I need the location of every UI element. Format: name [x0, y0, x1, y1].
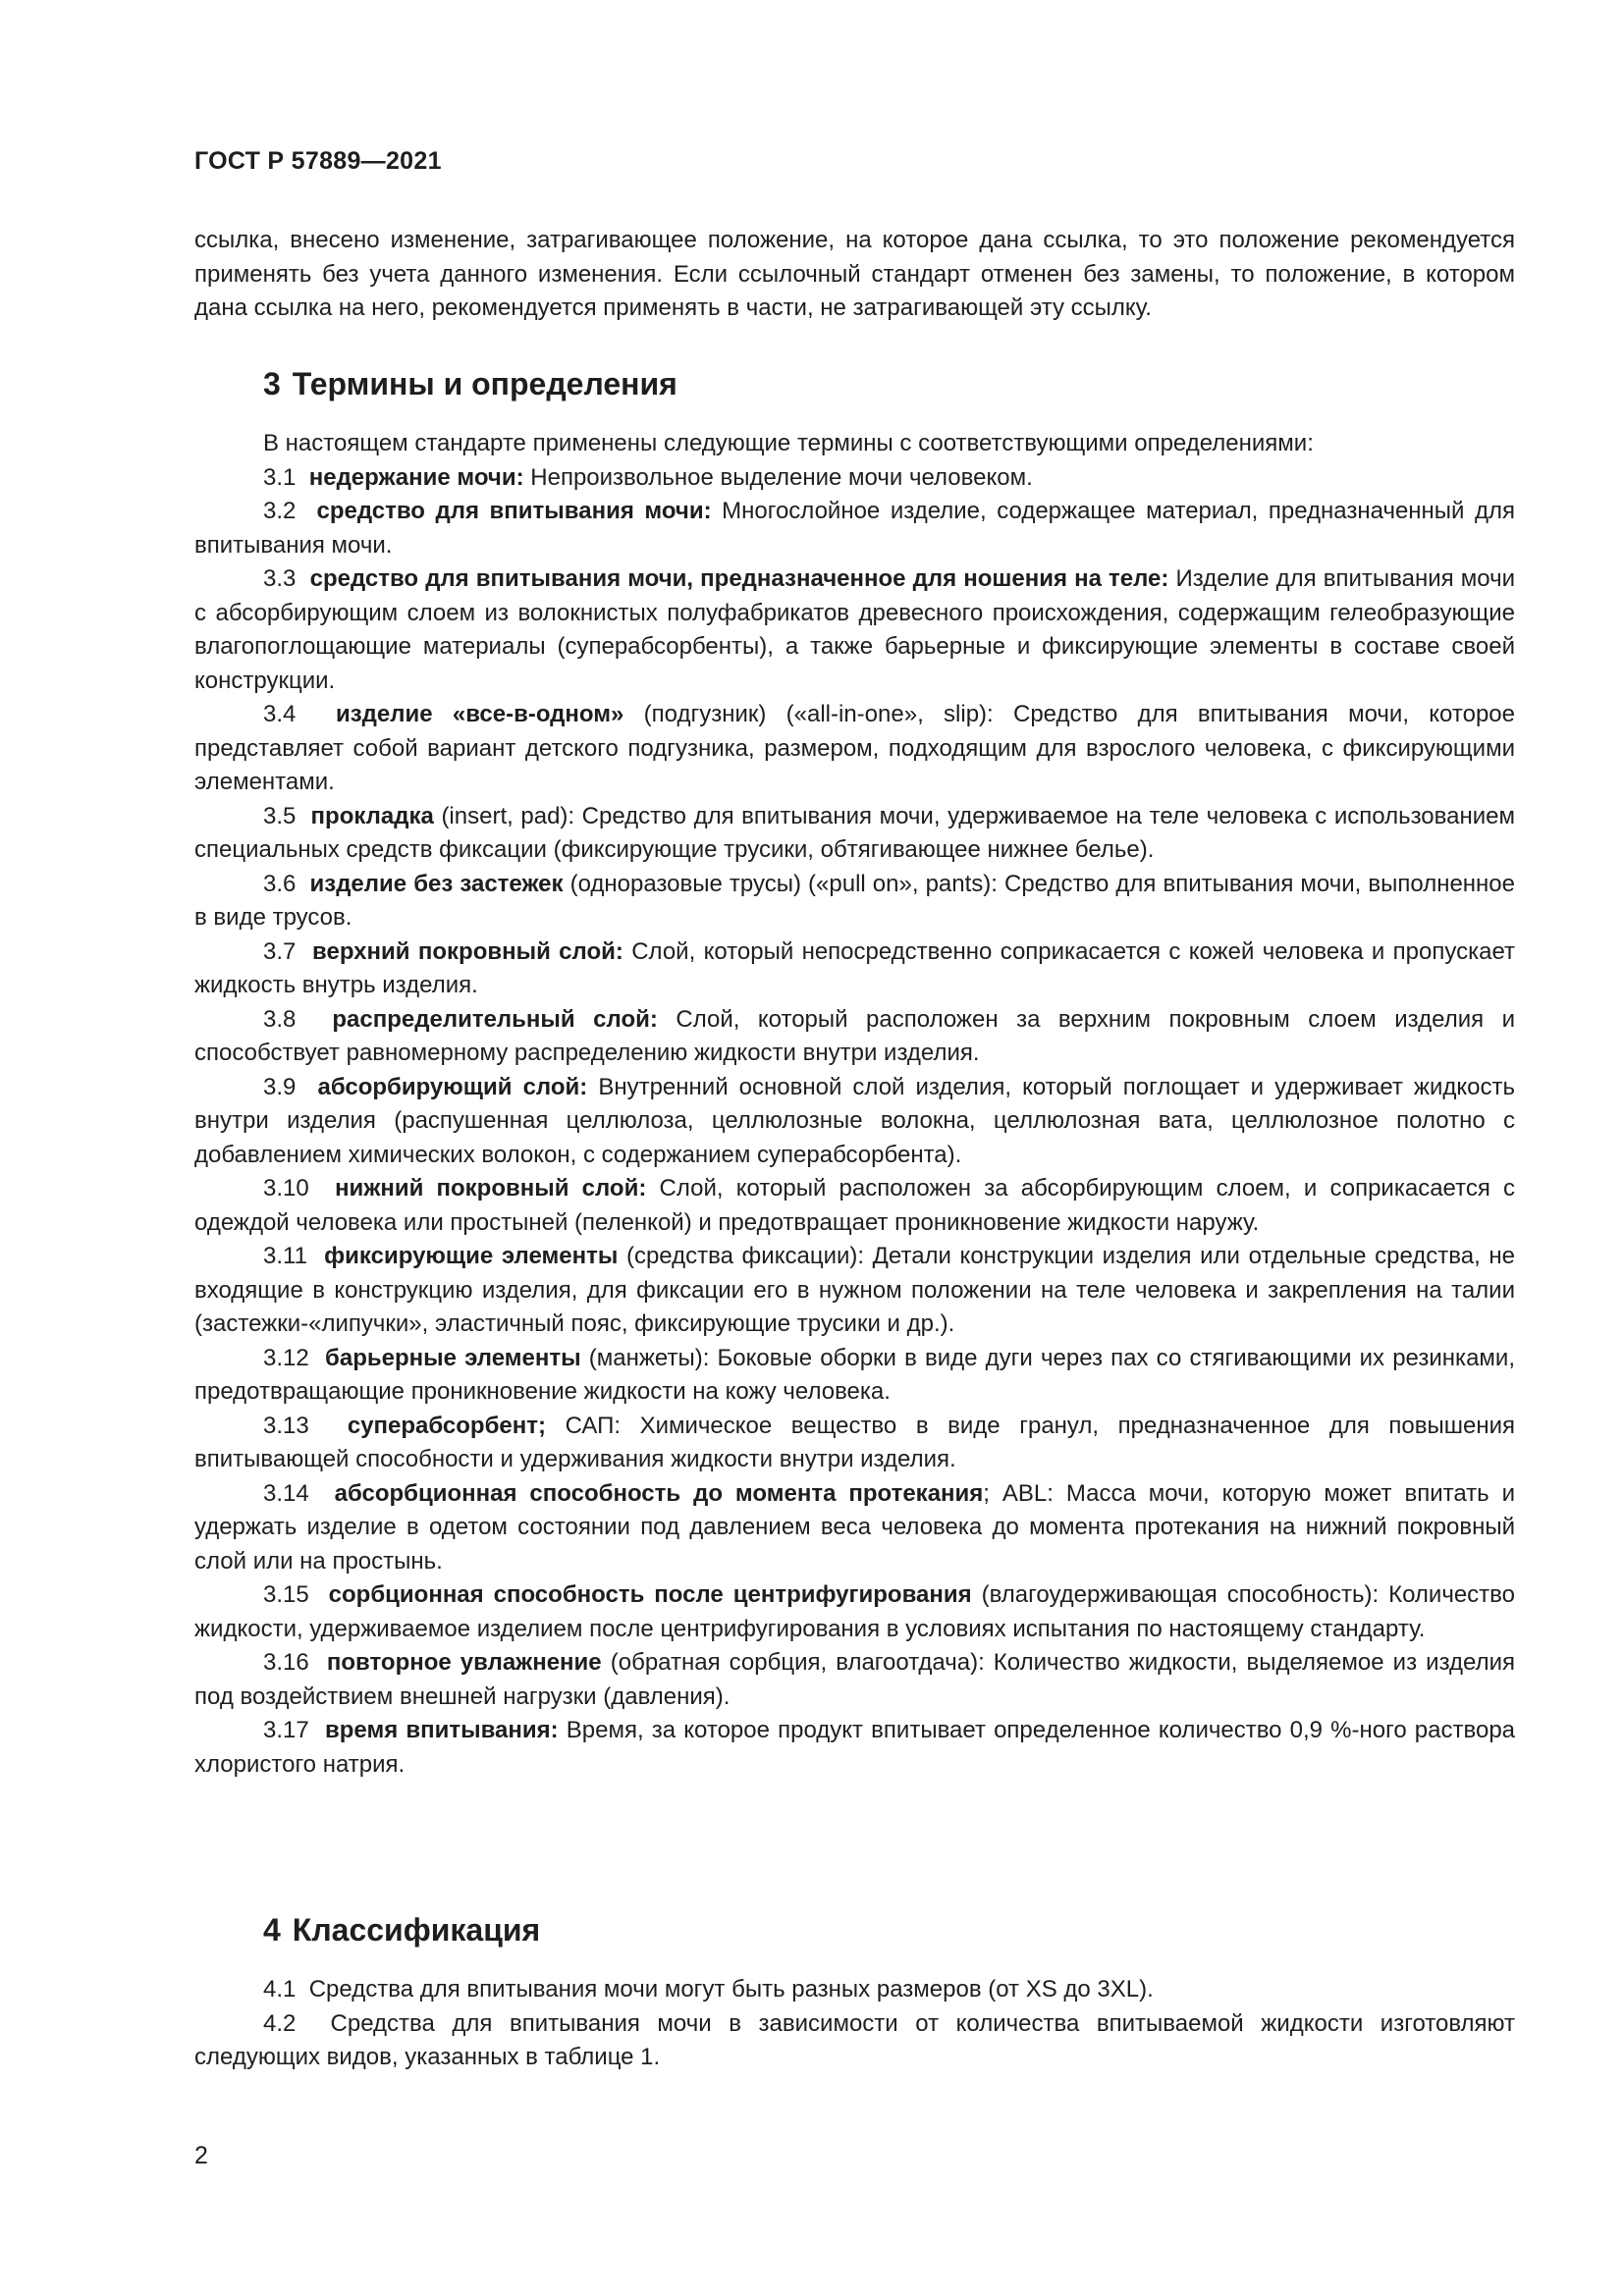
term-item [194, 1342, 1515, 1410]
term-number: 3.4 [263, 701, 297, 727]
term-name: время впитывания: [325, 1717, 559, 1743]
term-number: 3.17 [263, 1717, 309, 1743]
term-item [194, 1714, 1515, 1782]
classification-text: Средства для впитывания мочи могут быть разных размеров (от XS до 3XL). [302, 1976, 1154, 2002]
term-item [194, 1003, 1515, 1071]
term-number: 3.8 [263, 1005, 297, 1033]
term-name: недержание мочи: [308, 463, 524, 491]
term-name: нижний покровный слой: [335, 1175, 647, 1201]
term-definition: Изделие для впитывания мочи с абсорбирующим слоем из волокнистых полуфабрикатов древесного происхождения, содержащим гелеобразующие влагопоглощающие материалы (суперабсорбенты), а также барьерные и фиксирующие элементы в составе своей конструкции. [194, 565, 1516, 694]
term-name: суперабсорбент; [347, 1412, 546, 1439]
term-definition: Слой, который расположен за абсорбирующим слоем, и соприкасается с одеждой человека или простыней (пеленкой) и предотвращает проникновение жидкости наружу. [194, 1175, 1515, 1236]
term-item [194, 1646, 1515, 1714]
term-number: 3.7 [263, 937, 297, 965]
term-item [194, 1172, 1515, 1240]
classification-number: 4.2 [263, 2009, 297, 2037]
classification-item [194, 1973, 1515, 2007]
terms-list [194, 461, 1515, 1783]
term-item [194, 698, 1515, 800]
term-name: прокладка [310, 802, 434, 829]
term-number: 3.14 [263, 1479, 309, 1507]
term-definition: Слой, который непосредственно соприкасается с кожей человека и пропускает жидкость внутрь изделия. [194, 937, 1515, 998]
term-item [194, 1071, 1515, 1173]
term-item [194, 1410, 1515, 1477]
term-name: фиксирующие элементы [324, 1243, 619, 1269]
intro-paragraph [194, 224, 1515, 326]
page-number: 2 [194, 2142, 208, 2169]
term-definition: ; ABL: Масса мочи, которую может впитать и удержать изделие в одетом состоянии под давлением веса человека до момента протекания на нижний покровный слой или на простынь. [194, 1479, 1515, 1575]
section-3-lead: В настоящем стандарте применены следующие термины с соответствующими определениями: [263, 430, 1314, 456]
term-item [194, 1477, 1515, 1579]
term-item [194, 935, 1515, 1003]
section-3-title: Термины и определения [292, 366, 677, 401]
term-name: верхний покровный слой: [312, 937, 623, 965]
document-header: ГОСТ Р 57889—2021 [194, 147, 442, 175]
term-number: 3.12 [263, 1344, 309, 1371]
term-number: 3.6 [263, 870, 297, 897]
term-definition: Время, за которое продукт впитывает определенное количество 0,9 %-ного раствора хлористого натрия. [194, 1717, 1516, 1778]
section-3-number: 3 [263, 366, 281, 401]
term-item [194, 461, 1515, 496]
term-number: 3.10 [263, 1175, 309, 1201]
term-definition: (подгузник) («all-in-one», slip): Средство для впитывания мочи, которое представляет собой вариант детского подгузника, размером, подходящим для взрослого человека, с фиксирующими элементами. [194, 701, 1515, 795]
term-definition: (insert, pad): Средство для впитывания мочи, удерживаемое на теле человека с использованием специальных средств фиксации (фиксирующие трусики, обтягивающее нижнее белье). [194, 802, 1515, 863]
term-definition: (обратная сорбция, влагоотдача): Количество жидкости, выделяемое из изделия под воздействием внешней нагрузки (давления). [194, 1649, 1516, 1710]
section-4-heading [263, 1904, 1515, 1955]
term-definition: САП: Химическое вещество в виде гранул, предназначенное для повышения впитывающей способности и удерживания жидкости внутри изделия. [194, 1412, 1515, 1472]
term-number: 3.9 [263, 1073, 297, 1100]
term-name: средство для впитывания мочи: [316, 498, 712, 524]
term-definition: (влагоудерживающая способность): Количество жидкости, удерживаемое изделием после центрифугирования в условиях испытания по настоящему стандарту. [194, 1581, 1516, 1642]
term-item [194, 562, 1515, 698]
term-definition: (манжеты): Боковые оборки в виде дуги через пах со стягивающими их резинками, предотвращающие проникновение жидкости на кожу человека. [194, 1344, 1515, 1405]
section-4 [194, 1904, 1515, 2075]
term-number: 3.3 [263, 565, 297, 592]
term-number: 3.11 [263, 1243, 307, 1269]
term-name: изделие без застежек [309, 870, 564, 897]
term-name: изделие «все-в-одном» [335, 701, 624, 727]
section-3-heading [263, 358, 1515, 409]
term-item [194, 1578, 1515, 1646]
classification-text: Средства для впитывания мочи в зависимости от количества впитываемой жидкости изготовляют следующих видов, указанных в таблице 1. [194, 2009, 1515, 2070]
term-name: абсорбционная способность до момента протекания [334, 1479, 984, 1507]
term-name: абсорбирующий слой: [317, 1073, 588, 1100]
term-number: 3.16 [263, 1649, 309, 1676]
intro-text: ссылка, внесено изменение, затрагивающее положение, на которое дана ссылка, то это положение рекомендуется применять без учета данного изменения. Если ссылочный стандарт отменен без замены, то положение, в котором дана ссылка на него, рекомендуется применять в части, не затрагивающей эту ссылку. [194, 227, 1515, 321]
term-definition: (средства фиксации): Детали конструкции изделия или отдельные средства, не входящие в конструкцию изделия, для фиксации его в нужном положении на теле человека и закрепления на талии (застежки-«липучки», эластичный пояс, фиксирующие трусики и др.). [194, 1243, 1515, 1337]
term-number: 3.2 [263, 498, 297, 524]
term-item [194, 1240, 1515, 1342]
term-number: 3.13 [263, 1412, 309, 1439]
term-item [194, 800, 1515, 868]
term-item [194, 495, 1515, 562]
term-name: распределительный слой: [332, 1005, 658, 1033]
term-definition: Слой, который расположен за верхним покровным слоем изделия и способствует равномерному распределению жидкости внутри изделия. [194, 1005, 1515, 1066]
term-number: 3.1 [263, 463, 297, 491]
term-number: 3.15 [263, 1581, 309, 1608]
term-name: повторное увлажнение [326, 1649, 602, 1676]
term-name: сорбционная способность после центрифугирования [328, 1581, 972, 1608]
term-name: барьерные элементы [325, 1344, 581, 1371]
term-definition: Многослойное изделие, содержащее материал, предназначенный для впитывания мочи. [194, 498, 1516, 559]
classification-list [194, 1973, 1515, 2075]
term-definition: (одноразовые трусы) («pull on», pants): Средство для впитывания мочи, выполненное в виде трусов. [194, 870, 1515, 931]
term-name: средство для впитывания мочи, предназначенное для ношения на теле: [309, 565, 1169, 592]
term-definition: Внутренний основной слой изделия, который поглощает и удерживает жидкость внутри изделия (распушенная целлюлоза, целлюлозные волокна, целлюлозная вата, целлюлозное полотно с добавлением химических волокон, с содержанием суперабсорбента). [194, 1073, 1515, 1168]
term-number: 3.5 [263, 802, 297, 829]
section-4-title: Классификация [292, 1912, 541, 1948]
section-4-number: 4 [263, 1912, 281, 1948]
term-item [194, 868, 1515, 935]
term-definition: Непроизвольное выделение мочи человеком. [523, 463, 1033, 491]
section-3 [194, 358, 1515, 1782]
classification-number: 4.1 [263, 1976, 297, 2002]
classification-item [194, 2007, 1515, 2075]
